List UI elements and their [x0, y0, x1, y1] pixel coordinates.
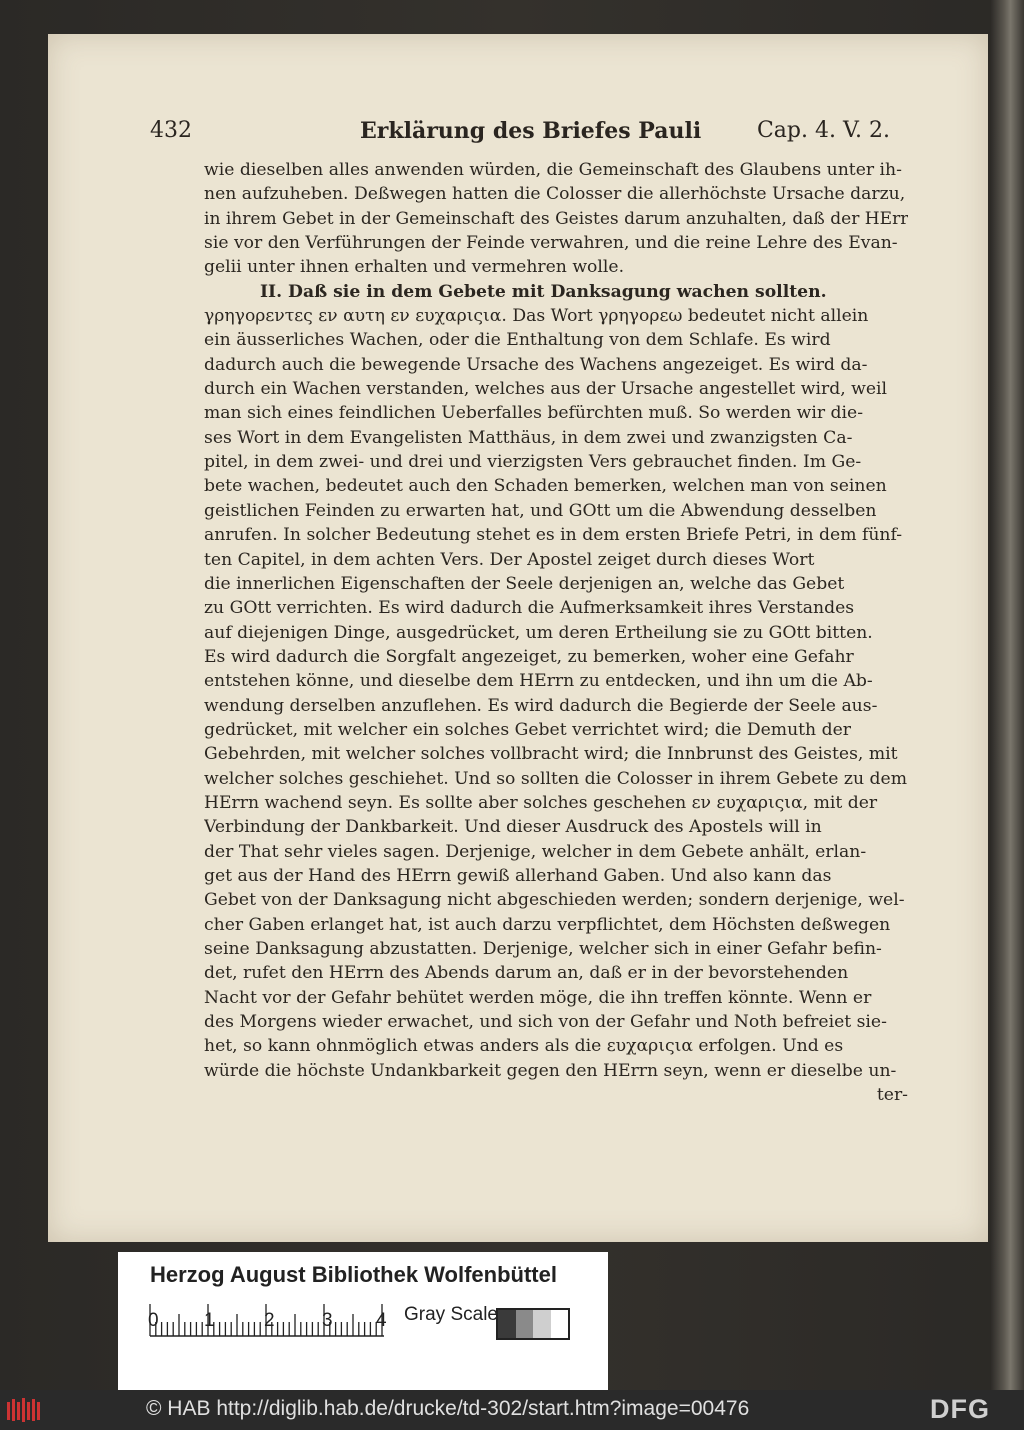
text-line: Verbindung der Dankbarkeit. Und dieser Ausdruck des Apostels will in — [204, 817, 822, 838]
text-line: zu GOtt verrichten. Es wird dadurch die Aufmerksamkeit ihres Verstandes — [204, 598, 855, 619]
text-line: gelii unter ihnen erhalten und vermehren wolle. — [204, 257, 625, 278]
gray-swatch — [516, 1310, 534, 1338]
page-number: 432 — [150, 118, 192, 143]
text-line: bete wachen, bedeutet auch den Schaden bemerken, welchen man von seinen — [204, 476, 887, 497]
gray-swatch — [533, 1310, 551, 1338]
text-line: wie dieselben alles anwenden würden, die Gemeinschaft des Glaubens unter ih- — [204, 160, 902, 180]
text-line: ses Wort in dem Evangelisten Matthäus, in dem zwei und zwanzigsten Ca- — [204, 427, 853, 448]
ruler-number: 3 — [322, 1310, 333, 1331]
text-line: sie vor den Verführungen der Feinde verwahren, und die reine Lehre des Evan- — [204, 233, 898, 254]
gray-scale-label: Gray Scale — [404, 1304, 498, 1325]
text-line: würde die höchste Undankbarkeit gegen den HErrn seyn, wenn er dieselbe un- — [204, 1060, 897, 1081]
ruler-number: 1 — [204, 1310, 215, 1331]
text-line: geistlichen Feinden zu erwarten hat, und GOtt um die Abwendung desselben — [204, 500, 877, 521]
text-line: Es wird dadurch die Sorgfalt angezeiget, zu bemerken, woher eine Gefahr — [204, 646, 854, 667]
text-line: durch ein Wachen verstanden, welches aus der Ursache angestellet wird, weil — [204, 379, 888, 400]
text-line: die innerlichen Eigenschaften der Seele derjenigen an, welche das Gebet — [204, 573, 845, 594]
text-line: des Morgens wieder erwachet, und sich von der Gefahr und Noth befreiet sie- — [204, 1012, 887, 1033]
text-line: anrufen. In solcher Bedeutung stehet es in dem ersten Briefe Petri, in dem fünf- — [204, 525, 903, 546]
gray-swatch — [498, 1310, 516, 1338]
text-line: II. Daß sie in dem Gebete mit Danksagung wachen sollten. — [260, 281, 827, 302]
gray-swatch — [551, 1310, 569, 1338]
page-header — [150, 118, 890, 148]
text-line: man sich eines feindlichen Ueberfalles befürchten muß. So werden wir die- — [204, 403, 864, 424]
text-line: det, rufet den HErrn des Abends darum an, daß er in der bevorstehenden — [204, 963, 849, 984]
gray-scale-bar — [496, 1308, 570, 1340]
text-line: wendung derselben anzuflehen. Es wird dadurch die Begierde der Seele aus- — [204, 695, 878, 716]
text-line: ein äusserliches Wachen, oder die Enthaltung von dem Schlafe. Es wird — [204, 330, 831, 351]
text-line: welcher solches geschiehet. Und so sollten die Colosser in ihrem Gebete zu dem — [204, 768, 907, 789]
text-line: auf diejenigen Dinge, ausgedrücket, um deren Ertheilung sie zu GOtt bitten. — [204, 622, 873, 643]
scanner-edge-strip — [990, 0, 1024, 1390]
library-name: Herzog August Bibliothek Wolfenbüttel — [150, 1262, 557, 1287]
ruler-number: 0 — [148, 1310, 159, 1331]
ruler-number: 2 — [264, 1310, 275, 1331]
dfg-logo: DFG — [930, 1394, 990, 1424]
text-line: seine Danksagung abzustatten. Derjenige, welcher sich in einer Gefahr befin- — [204, 939, 882, 959]
text-line: Nacht vor der Gefahr behütet werden möge, die ihn treffen könnte. Wenn er — [204, 987, 872, 1008]
text-line: Gebet von der Danksagung nicht abgeschieden werden; sondern derjenige, wel- — [204, 890, 905, 911]
text-line: cher Gaben erlanget hat, ist auch darzu verpflichtet, dem Höchsten deßwegen — [204, 914, 891, 935]
text-line: γρηγορεντες εν αυτη εν ευχαριςια. Das Wort γρηγορεω bedeutet nicht allein — [204, 306, 869, 327]
hab-logo-icon — [6, 1396, 42, 1424]
library-color-card — [118, 1252, 608, 1390]
text-line: gedrücket, mit welcher ein solches Gebet verrichtet wird; die Demuth der — [204, 719, 851, 740]
text-line: Gebehrden, mit welcher solches vollbracht wird; die Innbrunst des Geistes, mit — [204, 744, 898, 765]
text-line: nen aufzuheben. Deßwegen hatten die Colosser die allerhöchste Ursache darzu, — [204, 184, 906, 205]
text-line: HErrn wachend seyn. Es sollte aber solches geschehen εν ευχαριςια, mit der — [204, 792, 878, 813]
running-title: Erklärung des Briefes Pauli — [360, 118, 702, 144]
text-line: get aus der Hand des HErrn gewiß allerhand Gaben. Und also kann das — [204, 865, 832, 886]
body-text — [204, 158, 908, 1107]
text-line: dadurch auch die bewegende Ursache des Wachens angezeiget. Es wird da- — [204, 354, 868, 375]
footer-bar — [0, 1390, 1024, 1430]
text-line: der That sehr vieles sagen. Derjenige, welcher in dem Gebete anhält, erlan- — [204, 841, 867, 862]
ruler-number: 4 — [376, 1310, 387, 1331]
text-line: het, so kann ohnmöglich etwas anders als die ευχαριςια erfolgen. Und es — [204, 1036, 844, 1057]
text-line: ter- — [876, 1085, 908, 1106]
copyright-link[interactable]: © HAB http://diglib.hab.de/drucke/td-302/start.htm?image=00476 — [146, 1397, 750, 1420]
text-line: in ihrem Gebet in der Gemeinschaft des Geistes darum anzuhalten, daß der HErr — [204, 208, 908, 229]
text-line: ten Capitel, in dem achten Vers. Der Apostel zeiget durch dieses Wort — [204, 549, 815, 570]
chapter-reference: Cap. 4. V. 2. — [756, 118, 890, 143]
text-line: entstehen könne, und dieselbe dem HErrn zu entdecken, und ihn um die Ab- — [204, 671, 873, 692]
text-line: pitel, in dem zwei- und drei und vierzigsten Vers gebrauchet finden. Im Ge- — [204, 452, 862, 473]
